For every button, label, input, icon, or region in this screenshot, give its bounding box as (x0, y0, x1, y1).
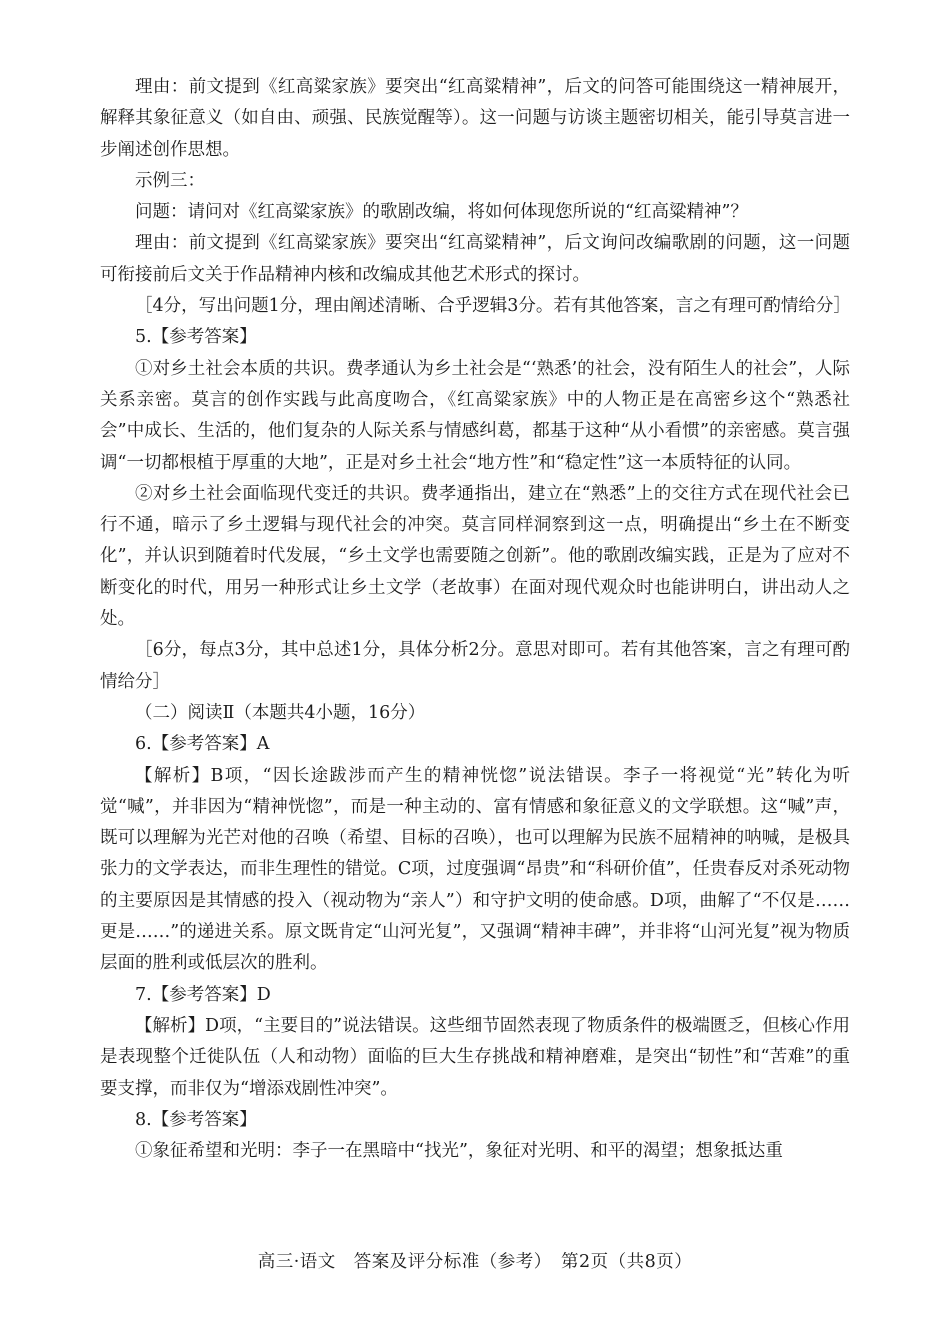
q6-heading: 6.【参考答案】A (135, 734, 270, 755)
example-three-heading: 示例三： (135, 170, 205, 191)
q5-heading: 5.【参考答案】 (135, 327, 257, 348)
q6-analysis: 【解析】B项，“因长途跋涉而产生的精神恍惚”说法错误。李子一将视觉“光”转化为听觉“喊”，并非因为“精神恍惚”，而是一种主动的、富有情感和象征意义的文学联想。这“喊”声，既可以理解为光芒对他的召唤（希望、目标的召唤），也可以理解为民族不屈精神的呐喊，是极具张力的文学表达，而非生理性的错觉。C项，过度强调“昂贵”和“科研价值”，任贵春反对杀死动物的主要原因是其情感的投入（视动物为“亲人”）和守护文明的使命感。D项，曲解了“不仅是……更是……”的递进关系。原文既肯定“山河光复”，又强调“精神丰碑”，并非将“山河光复”视为物质层面的胜利或低层次的胜利。 (100, 765, 850, 974)
section-reading-two-heading: （二）阅读Ⅱ（本题共4小题，16分） (135, 702, 426, 723)
example-three-reason: 理由：前文提到《红高粱家族》要突出“红高粱精神”，后文询问改编歌剧的问题，这一问题可衔接前后文关于作品精神内核和改编成其他艺术形式的探讨。 (100, 233, 850, 285)
q5-scoring-note: ［6分，每点3分，其中总述1分，具体分析2分。意思对即可。若有其他答案，言之有理可酌情给分］ (100, 640, 850, 692)
q5-point-two: ②对乡土社会面临现代变迁的共识。费孝通指出，建立在“熟悉”上的交往方式在现代社会已行不通，暗示了乡土逻辑与现代社会的冲突。莫言同样洞察到这一点，明确提出“乡土在不断变化”，并认识到随着时代发展，“乡土文学也需要随之创新”。他的歌剧改编实践，正是为了应对不断变化的时代，用另一种形式让乡土文学（老故事）在面对现代观众时也能讲明白，讲出动人之处。 (100, 483, 850, 630)
q7-analysis: 【解析】D项，“主要目的”说法错误。这些细节固然表现了物质条件的极端匮乏，但核心作用是表现整个迁徙队伍（人和动物）面临的巨大生存挑战和精神磨难，是突出“韧性”和“苦难”的重要支撑，而非仅为“增添戏剧性冲突”。 (100, 1015, 850, 1099)
q7-heading: 7.【参考答案】D (135, 984, 271, 1005)
q8-point-one: ①象征希望和光明：李子一在黑暗中“找光”，象征对光明、和平的渴望；想象抵达重 (135, 1141, 783, 1162)
example-three-question: 问题：请问对《红高粱家族》的歌剧改编，将如何体现您所说的“红高粱精神”？ (135, 202, 748, 223)
q8-heading: 8.【参考答案】 (135, 1109, 257, 1130)
q5-point-one: ①对乡土社会本质的共识。费孝通认为乡土社会是“‘熟悉’的社会，没有陌生人的社会”，人际关系亲密。莫言的创作实践与此高度吻合，《红高粱家族》中的人物正是在高密乡这个“熟悉社会”中成长、生活的，他们复杂的人际关系与情感纠葛，都基于这种“从小看惯”的亲密感。莫言强调“一切都根植于厚重的大地”，正是对乡土社会“地方性”和“稳定性”这一本质特征的认同。 (100, 358, 850, 473)
reason-example-two: 理由：前文提到《红高粱家族》要突出“红高粱精神”，后文的问答可能围绕这一精神展开，解释其象征意义（如自由、顽强、民族觉醒等）。这一问题与访谈主题密切相关，能引导莫言进一步阐述创作思想。 (100, 77, 850, 160)
page-footer: 高三·语文 答案及评分标准（参考） 第2页（共8页） (257, 1252, 693, 1272)
answer-document-body (100, 72, 850, 1167)
q4-scoring-note: ［4分，写出问题1分，理由阐述清晰、合乎逻辑3分。若有其他答案，言之有理可酌情给分］ (135, 296, 851, 317)
